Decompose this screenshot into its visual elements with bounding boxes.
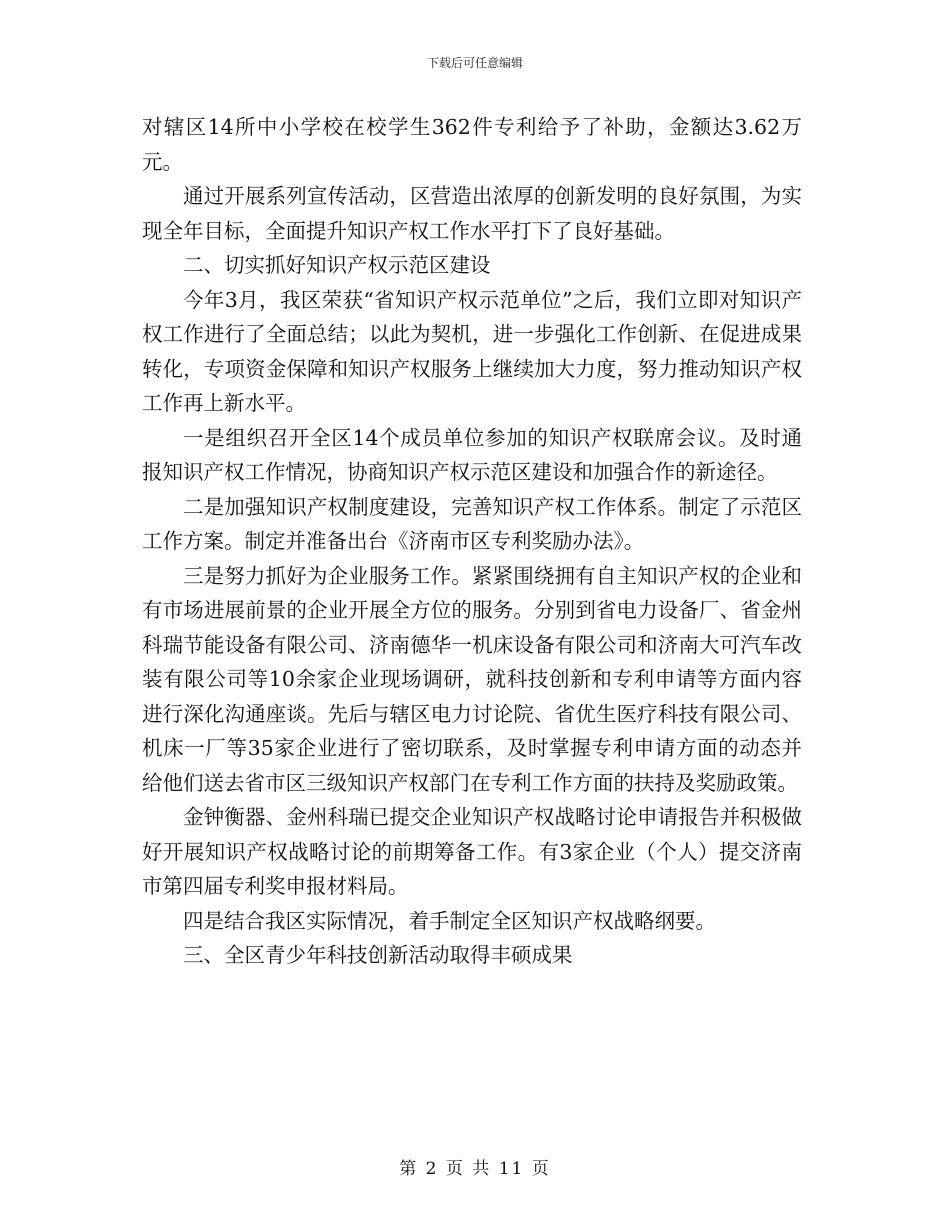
paragraph-4: 一是组织召开全区14个成员单位参加的知识产权联席会议。及时通报知识产权工作情况，协商知识产权示范区建设和加强合作的新途径。	[142, 425, 802, 484]
document-body	[142, 110, 802, 973]
paragraph-1: 对辖区14所中小学校在校学生362件专利给予了补助，金额达3.62万元。	[142, 115, 802, 174]
section-heading-2: 二、切实抓好知识产权示范区建设	[183, 253, 491, 277]
section-heading-3: 三、全区青少年科技创新活动取得丰硕成果	[183, 943, 573, 967]
paragraph-6: 三是努力抓好为企业服务工作。紧紧围绕拥有自主知识产权的企业和有市场进展前景的企业开展全方位的服务。分别到省电力设备厂、省金州科瑞节能设备有限公司、济南德华一机床设备有限公司和济南大可汽车改装有限公司等10余家企业现场调研，就科技创新和专利申请等方面内容进行深化沟通座谈。先后与辖区电力讨论院、省优生医疗科技有限公司、机床一厂等35家企业进行了密切联系，及时掌握专利申请方面的动态并给他们送去省市区三级知识产权部门在专利工作方面的扶持及奖励政策。	[142, 563, 802, 795]
paragraph-2: 通过开展系列宣传活动，区营造出浓厚的创新发明的良好氛围，为实现全年目标，全面提升知识产权工作水平打下了良好基础。	[142, 184, 802, 243]
page-number: 第 2 页 共 11 页	[399, 1159, 551, 1179]
paragraph-7: 金钟衡器、金州科瑞已提交企业知识产权战略讨论申请报告并积极做好开展知识产权战略讨论的前期筹备工作。有3家企业（个人）提交济南市第四届专利奖申报材料局。	[142, 805, 802, 898]
page-header-note: 下载后可任意编辑	[426, 56, 523, 70]
paragraph-5: 二是加强知识产权制度建设，完善知识产权工作体系。制定了示范区工作方案。制定并准备出台《济南市区专利奖励办法》。	[142, 494, 802, 553]
paragraph-8: 四是结合我区实际情况，着手制定全区知识产权战略纲要。	[183, 908, 716, 933]
paragraph-3: 今年3月，我区荣获“省知识产权示范单位”之后，我们立即对知识产权工作进行了全面总结；以此为契机，进一步强化工作创新、在促进成果转化，专项资金保障和知识产权服务上继续加大力度，努力推动知识产权工作再上新水平。	[142, 287, 802, 415]
